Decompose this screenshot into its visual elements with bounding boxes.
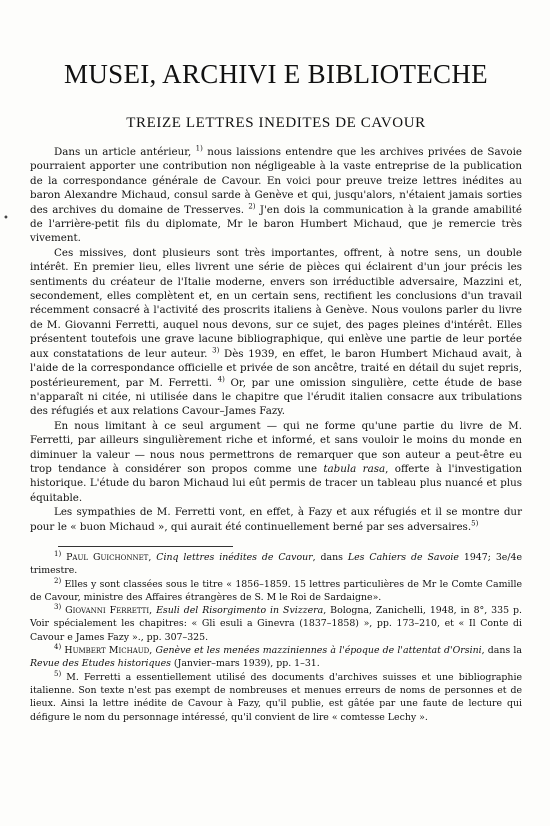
footnote — [30, 551, 522, 578]
text-run: , dans la — [481, 645, 523, 657]
text-run: Dès 1939, en effet, le baron Humbert Michaud avait, à l'aide de la correspondance officielle et privée de son ancêtre, traité en détail du sujet repris, postérieurement, par M. Ferretti. — [30, 347, 523, 389]
text-run: (Janvier–mars 1939), pp. 1–31. — [170, 658, 320, 670]
footnote — [30, 604, 522, 644]
note-ref: 3) — [212, 346, 220, 355]
article-title: TREIZE LETTRES INEDITES DE CAVOUR — [126, 115, 426, 131]
text-run: Or, par une omission singulière, cette étude de base n'apparaît ni citée, ni utilisée dans le chapitre que l'érudit italien consacre aux tribulations des réfugiés et aux relations Cavour–James Fazy. — [30, 376, 522, 418]
author-name: Giovanni Ferretti — [65, 605, 150, 617]
document-page — [30, 0, 522, 724]
note-ref: 4) — [54, 642, 62, 651]
text-run: Les sympathies de M. Ferretti vont, en effet, à Fazy et aux réfugiés et il se montre dur pour le « buon Michaud », qui aurait été continuellement berné par ses adversaires. — [30, 506, 522, 533]
italic-text: Esuli del Risorgimento in Svizzera — [156, 605, 324, 617]
note-ref: 2) — [248, 202, 256, 211]
article-body — [30, 145, 522, 534]
text-run: 1947; 3e/4e trimestre. — [30, 551, 523, 577]
author-name: Paul Guichonnet — [66, 551, 149, 563]
note-ref: 1) — [54, 549, 62, 558]
text-run: , Bologna, Zanichelli, 1948, in 8°, 335 p. Voir spécialement les chapitres: « Gli esuli a Ginevra (1837–1858) », pp. 173–210, et « Il Conte di Cavour e James Fazy »., pp. 307–325. — [30, 605, 523, 643]
text-run: , — [148, 551, 157, 563]
note-ref: 1) — [195, 144, 203, 153]
italic-text: Cinq lettres inédites de Cavour — [156, 551, 313, 563]
footnote — [30, 578, 522, 605]
italic-text: tabula rasa — [323, 462, 386, 475]
text-run: Dans un article antérieur, — [54, 146, 196, 158]
margin-mark: • — [3, 213, 9, 224]
note-ref: 5) — [471, 519, 479, 528]
paragraph — [30, 505, 522, 534]
note-ref: 4) — [217, 375, 225, 384]
text-run: , — [149, 605, 157, 617]
text-run: J'en dois la communication à la grande amabilité de l'arrière-petit fils du diplomate, Mr le baron Humbert Michaud, que je remercie très vivement. — [30, 203, 522, 245]
text-run: M. Ferretti a essentiellement utilisé des documents d'archives suisses et une bibliographie italienne. Son texte n'est pas exempt de nombreuses et menues erreurs de noms de personnes et de lieux. Ainsi la lettre inédite de Cavour à Fazy, qu'il publie, est gâtée par une faute de lecture qui défigure le nom du personnage intéressé, qu'il convient de lire « comtesse Lechy ». — [30, 671, 522, 723]
note-ref: 2) — [54, 576, 62, 585]
text-run: , offerte à l'investigation historique. L'étude du baron Michaud lui eût permis de tracer un tableau plus nuancé et plus équitable. — [30, 462, 522, 504]
text-run: , dans — [312, 551, 348, 563]
italic-text: Genève et les menées mazziniennes à l'époque de l'attentat d'Orsini — [155, 645, 482, 657]
footnote — [30, 644, 522, 671]
footnotes — [30, 546, 522, 724]
italic-text: Les Cahiers de Savoie — [347, 551, 459, 563]
paragraph — [30, 419, 522, 505]
author-name: Humbert Michaud — [64, 645, 150, 657]
paragraph — [30, 145, 522, 246]
footnote-rule — [58, 546, 233, 547]
text-run: Elles y sont classées sous le titre « 1856–1859. 15 lettres particulières de Mr le Comte Camille de Cavour, ministre des Affaires étrangères de S. M le Roi de Sardaigne». — [30, 578, 522, 603]
running-header: MUSEI, ARCHIVI E BIBLIOTECHE — [64, 59, 488, 89]
text-run: En nous limitant à ce seul argument — qui ne forme qu'une partie du livre de M. Ferretti, par ailleurs singulièrement riche et informé, et sans vouloir le moins du monde en diminuer la valeur — nous nous permettrons de remarquer que son auteur a peut-être eu trop tendance à considérer son propos comme une — [30, 419, 522, 475]
text-run: nous laissions entendre que les archives privées de Savoie pourraient apporter une contribution non négligeable à la vaste entreprise de la publication de la correspondance générale de Cavour. En voici pour preuve treize lettres inédites au baron Alexandre Michaud, consul sarde à Genève et qui, jusqu'alors, n'étaient jamais sorties des archives du domaine de Tresserves. — [30, 146, 522, 216]
footnote — [30, 671, 522, 724]
text-run: , — [149, 645, 156, 657]
text-run: Ces missives, dont plusieurs sont très importantes, offrent, à notre sens, un double intérêt. En premier lieu, elles livrent une série de pièces qui éclairent d'un jour précis les sentiments du créateur de l'Italie moderne, envers son irréductible adversaire, Mazzini et, secondement, elles complètent et, en un certain sens, rectifient les conclusions d'un travail récemment consacré à l'activité des proscrits italiens à Genève. Nous voulons parler du livre de M. Giovanni Ferretti, auquel nous devons, sur ce sujet, des pages pleines d'intérêt. Elles présentent toutefois une grave lacune bibliographique, qui enlève une partie de leur portée aux constatations de leur auteur. — [30, 246, 522, 360]
note-ref: 5) — [54, 669, 62, 678]
paragraph — [30, 246, 522, 419]
italic-text: Revue des Etudes historiques — [30, 658, 171, 670]
note-ref: 3) — [54, 603, 62, 612]
